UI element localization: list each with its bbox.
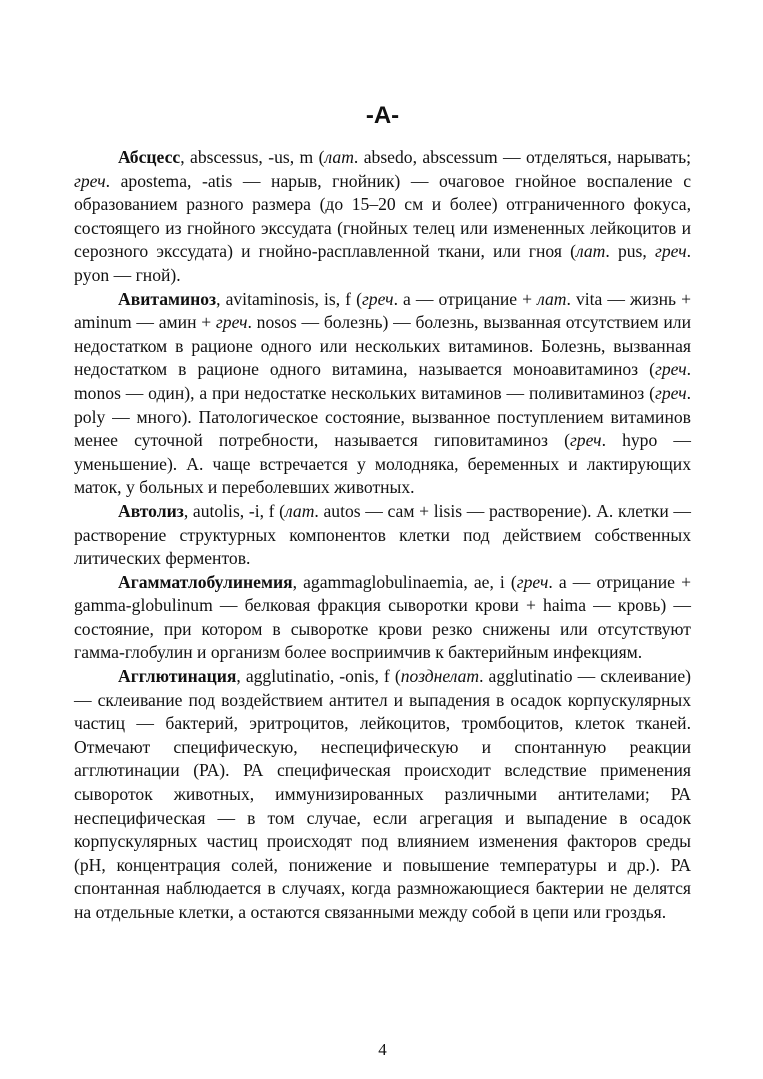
entry-text: . monos — один), а при недостатке нескольких витаминов — поливитаминоз ( [74,359,691,403]
entry-text: , agammaglobulinaemia, ae, i ( [292,571,517,592]
entry-text: . pus, [605,241,655,262]
language-abbr: лат [324,147,354,167]
language-abbr: греч [215,312,248,333]
entry-text: . pyon — гной). [74,241,691,285]
entry-text: . nosos — болезнь) — болезнь, вызванная отсутствием или недостатком в рационе одного или нескольких витаминов. Болезнь, вызванная недостатком в рационе одного витамина, называется моноавитаминоз ( [74,312,692,380]
language-abbr: лат [576,241,606,262]
entry-text: . absedo, abscessum — отделяться, нарывать; [353,147,691,167]
document-page [74,0,691,1079]
entry-text: , abscessus, -us, m ( [180,147,325,167]
language-abbr: греч [654,359,687,380]
entry-term: Авитаминоз [118,288,217,309]
language-abbr: греч [361,288,394,309]
language-abbr: греч [654,241,687,262]
language-abbr: греч [516,571,549,592]
entry-text: , avitaminosis, is, f ( [216,288,362,309]
entry-text: . apostema, -atis — нарыв, гнойник) — очаговое гнойное воспаление с образованием разного размера (до 15–20 см и более) отграниченного фокуса, состоящего из гнойного экссудата (гнойных телец или измененных лейкоцитов и серозного экссудата) и гнойно-расплавленной ткани, или гноя ( [74,170,691,262]
page-number: 4 [378,1040,387,1059]
letter-heading: -А- [365,102,400,129]
entry-term: Агглютинация [118,666,237,687]
entry-term: Агамматлобулинемия [118,571,293,592]
language-abbr: греч [569,430,602,451]
entry-text: . agglutinatio — склеивание) — склеивание под воздействием антител и выпадения в осадок корпускулярных частиц — бактерий, эритроцитов, лейкоцитов, тромбоцитов, клеток тканей. Отмечают специфическую, неспецифическую и спонтанную реакции агглютинации (РА). РА специфическая происходит вследствие применения сывороток животных, иммунизированных различными антителами; РА неспецифическая — в том случае, если агрегация и выпадение в осадок корпускулярных частиц происходят под влиянием изменения факторов среды (рН, концентрация солей, понижение и повышение температуры и др.). РА спонтанная наблюдается в случаях, когда размножающиеся бактерии не делятся на отдельные клетки, а остаются связанными между собой в цепи или гроздья. [74,666,691,922]
entry-text: . vita — жизнь + aminum — амин + [74,288,691,333]
entry-text: . poly — много). Патологическое состояние, вызванное поступлением витаминов менее суточной потребности, называется гиповитаминоз ( [74,382,691,451]
entry-term: Автолиз [118,500,184,521]
dictionary-entries [74,146,691,925]
language-abbr: лат [285,500,315,521]
dictionary-entry [74,665,691,925]
language-abbr: греч [74,170,106,191]
entry-text: . а — отрицание + [393,288,538,309]
language-abbr: лат [537,288,567,309]
dictionary-entry [74,288,691,500]
language-abbr: греч [654,382,687,403]
entry-text: . hypo — уменьшение). А. чаще встречается у молодняка, беременных и лактирующих маток, у больных и переболевших животных. [74,430,691,498]
entry-text: . autos — сам + lisis — растворение). А. клетки — растворение структурных компонентов клетки под действием собственных литических ферментов. [74,500,692,569]
entry-term: Абсцесс [118,147,181,167]
entry-text: , agglutinatio, -onis, f ( [236,666,401,687]
language-abbr: позднелат [400,666,480,687]
dictionary-entry [74,500,691,571]
dictionary-entry [74,146,691,288]
entry-text: . а — отрицание + gamma-globulinum — белковая фракция сыворотки крови + haima — кровь) — состояние, при котором в сыворотке крови резко снижены или отсутствуют гамма-глобулин и организм более восприимчив к бактерийным инфекциям. [74,571,691,663]
entry-text: , autolis, -i, f ( [183,500,286,521]
dictionary-entry [74,571,691,665]
